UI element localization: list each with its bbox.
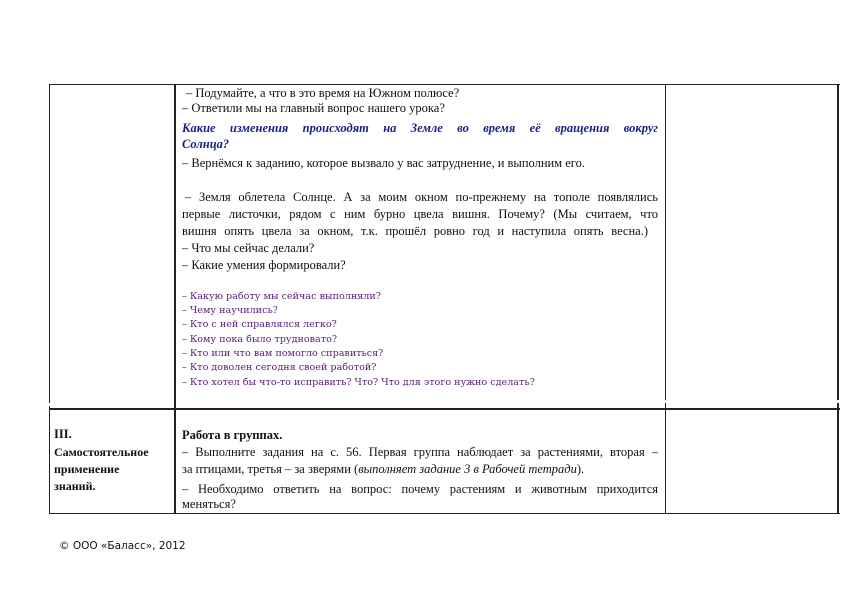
reflection-question: – Какую работу мы сейчас выполняли? (182, 291, 381, 302)
task-text-end: ). (576, 462, 585, 476)
copyright-footer: © ООО «Баласс», 2012 (59, 540, 186, 552)
task-line: – Выполните задания на с. 56. Первая группа наблюдает за растениями, вторая – (182, 445, 658, 459)
task-text: за птицами, третья – за зверями ( (182, 462, 359, 476)
reflection-question: – Кто или что вам помогло справиться? (182, 348, 384, 359)
text-line: – Ответили мы на главный вопрос нашего урока? (182, 101, 445, 115)
border-gap (836, 400, 840, 403)
task-line (182, 462, 584, 477)
lesson-main-question: Какие изменения происходят на Земле во время её вращения вокруг (182, 121, 658, 135)
table-top-border (49, 84, 840, 85)
table-left-border (49, 84, 50, 514)
paragraph-line: – Земля облетела Солнце. А за моим окном по-прежнему на тополе появлялись (185, 190, 658, 204)
task-note: выполняет задание 3 в Рабочей тетради (358, 462, 577, 476)
answer-line: – Необходимо ответить на вопрос: почему растениям и животным приходится (182, 482, 658, 496)
border-gap (664, 400, 668, 403)
table-right-border (837, 84, 839, 514)
reflection-question: – Кто хотел бы что-то исправить? Что? Что для этого нужно сделать? (182, 377, 535, 388)
reflection-question: – Чему научились? (182, 305, 278, 316)
question-line: – Какие умения формировали? (182, 258, 346, 272)
border-gap (48, 403, 52, 406)
reflection-question: – Кто с ней справлялся легко? (182, 319, 337, 330)
column-divider-2 (665, 84, 666, 514)
text-line: – Вернёмся к заданию, которое вызвало у вас затруднение, и выполним его. (182, 156, 585, 170)
reflection-question: – Кто доволен сегодня своей работой? (182, 362, 377, 373)
stage-title: Самостоятельное (54, 445, 149, 459)
row-divider (49, 408, 840, 410)
answer-line: меняться? (182, 497, 236, 511)
stage-title: знаний. (54, 479, 96, 493)
reflection-question: – Кому пока было трудновато? (182, 334, 337, 345)
lesson-main-question-end: Солнца? (182, 137, 230, 151)
stage-number: III. (54, 427, 72, 441)
column-divider-1 (174, 84, 176, 514)
stage-title: применение (54, 462, 120, 476)
paragraph-line: первые листочки, рядом с ним бурно цвела вишня. Почему? (Мы считаем, что (182, 207, 658, 221)
paragraph-line: вишня опять цвела за окном, т.к. прошёл ровно год и наступила опять весна.) (182, 224, 648, 238)
section-heading: Работа в группах. (182, 428, 283, 442)
table-bottom-border (49, 513, 840, 514)
question-line: – Что мы сейчас делали? (182, 241, 315, 255)
text-line: – Подумайте, а что в это время на Южном полюсе? (186, 86, 460, 100)
